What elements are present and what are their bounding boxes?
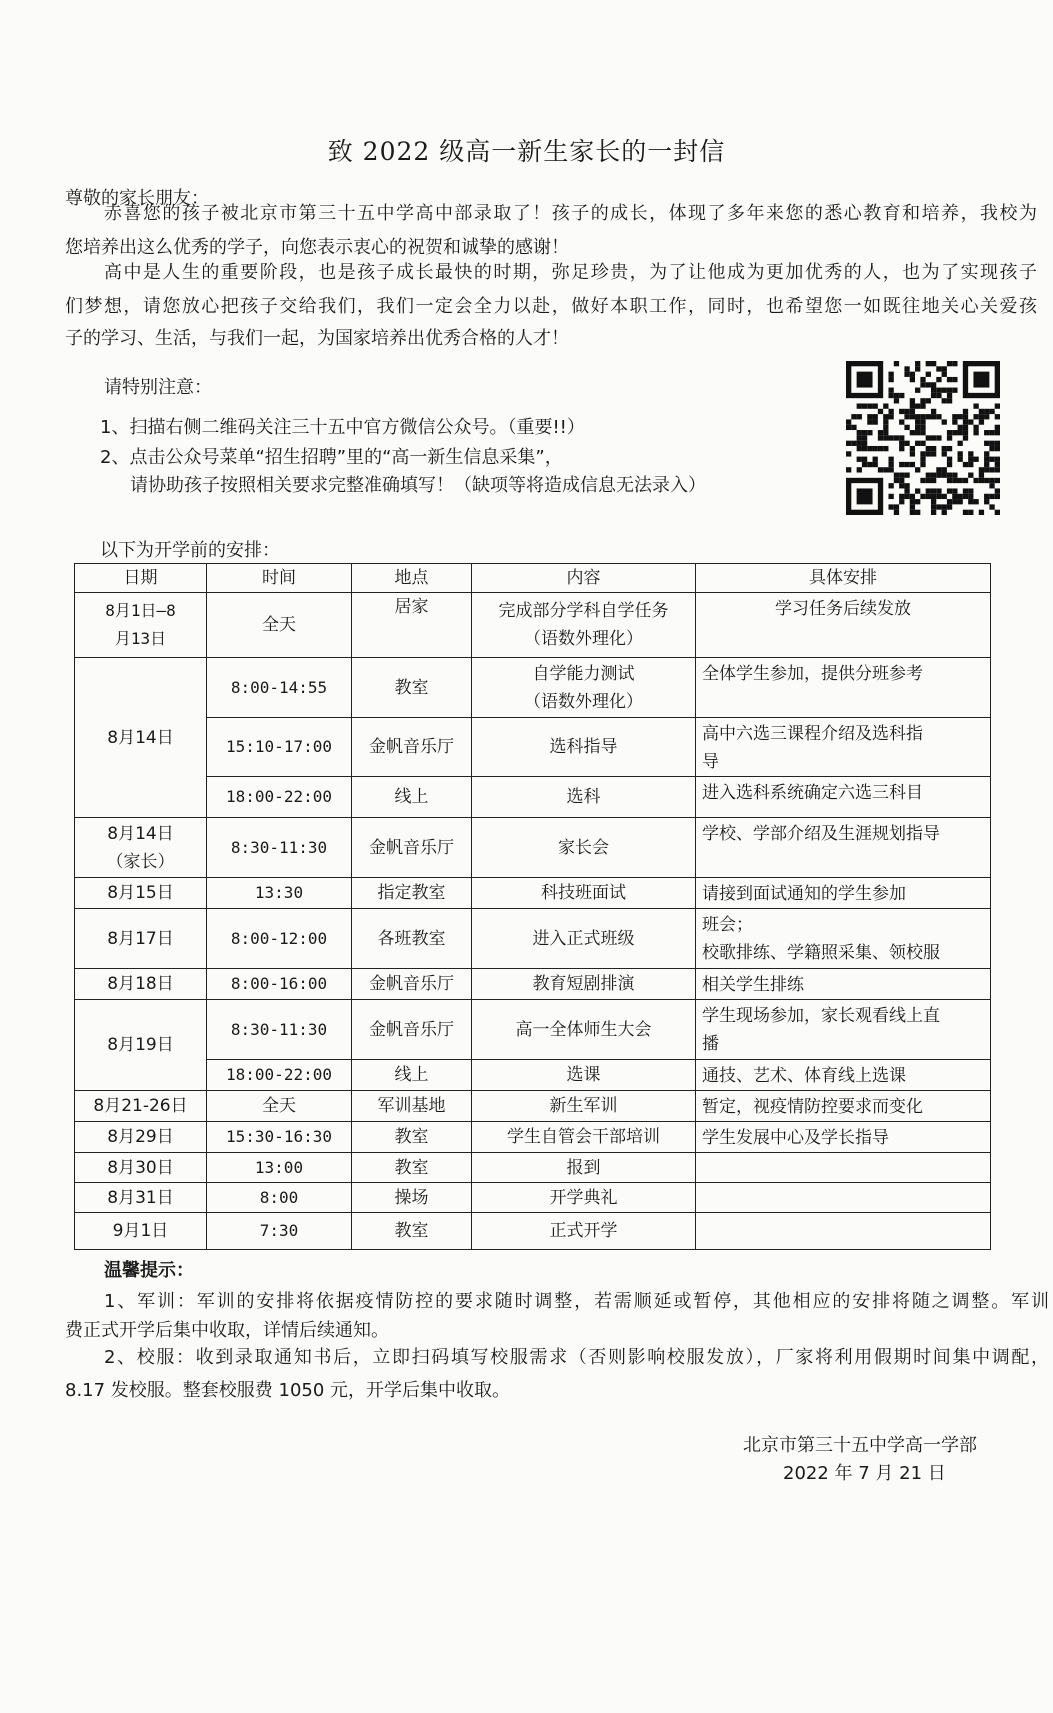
cell-time: 7:30: [207, 1213, 352, 1250]
cell-date: 9月1日: [75, 1213, 207, 1250]
cell-time: 8:00-12:00: [207, 909, 352, 969]
table-row: [75, 1122, 991, 1153]
tips-heading: 温馨提示：: [104, 1260, 194, 1281]
salutation: 尊敬的家长朋友：: [65, 188, 209, 209]
cell-time: 15:10-17:00: [207, 718, 352, 777]
cell-content: 选科指导: [472, 718, 696, 777]
paragraph-2-line: 高中是人生的重要阶段，也是孩子成长最快的时期，弥足珍贵，为了让他成为更加优秀的人，也为了实现孩子: [104, 262, 1037, 283]
cell-detail: 全体学生参加，提供分班参考: [696, 658, 991, 718]
cell-content: 自学能力测试 （语数外理化）: [472, 658, 696, 718]
cell-time: 全天: [207, 593, 352, 658]
cell-detail: 相关学生排练: [696, 969, 991, 1000]
cell-place: 金帆音乐厅: [352, 718, 472, 777]
table-row: [75, 718, 991, 777]
cell-content: 教育短剧排演: [472, 969, 696, 1000]
cell-content: 学生自管会干部培训: [472, 1122, 696, 1153]
table-row: [75, 593, 991, 658]
cell-date: 8月29日: [75, 1122, 207, 1153]
cell-detail: 高中六选三课程介绍及选科指 导: [696, 718, 991, 777]
tips-line: 费正式开学后集中收取，详情后续通知。: [65, 1320, 389, 1341]
cell-detail: 学校、学部介绍及生涯规划指导: [696, 818, 991, 878]
cell-time: 15:30-16:30: [207, 1122, 352, 1153]
cell-date: 8月21-26日: [75, 1091, 207, 1122]
schedule-table: [74, 563, 991, 1250]
cell-content: 新生军训: [472, 1091, 696, 1122]
table-row: [75, 1183, 991, 1213]
tips-line: 8.17 发校服。整套校服费 1050 元，开学后集中收取。: [65, 1380, 511, 1401]
cell-time: 全天: [207, 1091, 352, 1122]
cell-time: 8:30-11:30: [207, 1000, 352, 1060]
table-row: [75, 658, 991, 718]
cell-detail: 班会； 校歌排练、学籍照采集、领校服: [696, 909, 991, 969]
cell-detail: [696, 1213, 991, 1250]
cell-place: 教室: [352, 1122, 472, 1153]
cell-detail: 学习任务后续发放: [696, 593, 991, 658]
paragraph-1-line: 赤喜您的孩子被北京市第三十五中学高中部录取了！孩子的成长，体现了多年来您的悉心教育和培养，我校为: [104, 203, 1037, 224]
cell-date: 8月14日 （家长）: [75, 818, 207, 878]
cell-content: 进入正式班级: [472, 909, 696, 969]
cell-detail: [696, 1183, 991, 1213]
cell-detail: 学生现场参加，家长观看线上直 播: [696, 1000, 991, 1060]
cell-place: 居家: [352, 593, 472, 658]
attention-item: 2、点击公众号菜单“招生招聘”里的“高一新生信息采集”，: [100, 447, 563, 468]
paragraph-2-line: 子的学习、生活，与我们一起，为国家培养出优秀合格的人才！: [65, 328, 569, 349]
table-row: [75, 1153, 991, 1183]
cell-time: 18:00-22:00: [207, 1060, 352, 1091]
table-header-row: [75, 564, 991, 593]
cell-place: 操场: [352, 1183, 472, 1213]
attention-item: 1、扫描右侧二维码关注三十五中官方微信公众号。（重要!!）: [100, 417, 585, 438]
cell-date: 8月14日: [75, 658, 207, 818]
wechat-qr-code[interactable]: [846, 360, 1000, 516]
tips-line: 1、军训：军训的安排将依据疫情防控的要求随时调整，若需顺延或暂停，其他相应的安排将随之调整。军训: [104, 1291, 1049, 1312]
table-row: [75, 1060, 991, 1091]
header-date: 日期: [75, 564, 207, 593]
table-row: [75, 1213, 991, 1250]
table-row: [75, 878, 991, 909]
header-detail: 具体安排: [696, 564, 991, 593]
attention-heading: 请特别注意：: [104, 377, 212, 398]
cell-place: 金帆音乐厅: [352, 1000, 472, 1060]
table-row: [75, 1000, 991, 1060]
cell-time: 8:00-14:55: [207, 658, 352, 718]
signature-org: 北京市第三十五中学高一学部: [743, 1435, 977, 1456]
cell-date: 8月31日: [75, 1183, 207, 1213]
header-place: 地点: [352, 564, 472, 593]
cell-date: 8月30日: [75, 1153, 207, 1183]
cell-date: 8月17日: [75, 909, 207, 969]
cell-place: 指定教室: [352, 878, 472, 909]
cell-detail: 通技、艺术、体育线上选课: [696, 1060, 991, 1091]
cell-detail: 请接到面试通知的学生参加: [696, 878, 991, 909]
cell-content: 开学典礼: [472, 1183, 696, 1213]
cell-place: 金帆音乐厅: [352, 818, 472, 878]
table-row: [75, 1091, 991, 1122]
cell-place: 教室: [352, 1213, 472, 1250]
table-row: [75, 777, 991, 818]
cell-place: 军训基地: [352, 1091, 472, 1122]
cell-detail: 暂定，视疫情防控要求而变化: [696, 1091, 991, 1122]
cell-detail: [696, 1153, 991, 1183]
signature-date: 2022 年 7 月 21 日: [783, 1463, 946, 1484]
cell-time: 18:00-22:00: [207, 777, 352, 818]
paragraph-1-line: 您培养出这么优秀的学子，向您表示衷心的祝贺和诚挚的感谢！: [65, 237, 569, 258]
cell-content: 报到: [472, 1153, 696, 1183]
header-content: 内容: [472, 564, 696, 593]
cell-place: 线上: [352, 777, 472, 818]
header-time: 时间: [207, 564, 352, 593]
cell-date: 8月1日—8 月13日: [75, 593, 207, 658]
cell-place: 各班教室: [352, 909, 472, 969]
cell-content: 家长会: [472, 818, 696, 878]
cell-time: 8:00: [207, 1183, 352, 1213]
cell-place: 教室: [352, 658, 472, 718]
cell-time: 8:30-11:30: [207, 818, 352, 878]
cell-place: 教室: [352, 1153, 472, 1183]
paragraph-2-line: 们梦想，请您放心把孩子交给我们，我们一定会全力以赴，做好本职工作，同时，也希望您一如既往地关心关爱孩: [65, 296, 1037, 317]
cell-place: 金帆音乐厅: [352, 969, 472, 1000]
cell-content: 选科: [472, 777, 696, 818]
cell-content: 正式开学: [472, 1213, 696, 1250]
cell-content: 科技班面试: [472, 878, 696, 909]
cell-time: 13:00: [207, 1153, 352, 1183]
cell-time: 13:30: [207, 878, 352, 909]
table-row: [75, 909, 991, 969]
table-row: [75, 818, 991, 878]
table-row: [75, 969, 991, 1000]
cell-date: 8月18日: [75, 969, 207, 1000]
cell-detail: 进入选科系统确定六选三科目: [696, 777, 991, 818]
schedule-intro: 以下为开学前的安排：: [100, 540, 280, 561]
cell-content: 选课: [472, 1060, 696, 1091]
cell-time: 8:00-16:00: [207, 969, 352, 1000]
cell-date: 8月19日: [75, 1000, 207, 1091]
tips-line: 2、校服：收到录取通知书后，立即扫码填写校服需求（否则影响校服发放），厂家将利用假期时间集中调配，: [104, 1347, 1049, 1368]
attention-item: 请协助孩子按照相关要求完整准确填写！（缺项等将造成信息无法录入）: [130, 475, 706, 496]
cell-place: 线上: [352, 1060, 472, 1091]
cell-date: 8月15日: [75, 878, 207, 909]
cell-content: 完成部分学科自学任务 （语数外理化）: [472, 593, 696, 658]
letter-title: 致 2022 级高一新生家长的一封信: [327, 137, 726, 166]
cell-detail: 学生发展中心及学长指导: [696, 1122, 991, 1153]
cell-content: 高一全体师生大会: [472, 1000, 696, 1060]
